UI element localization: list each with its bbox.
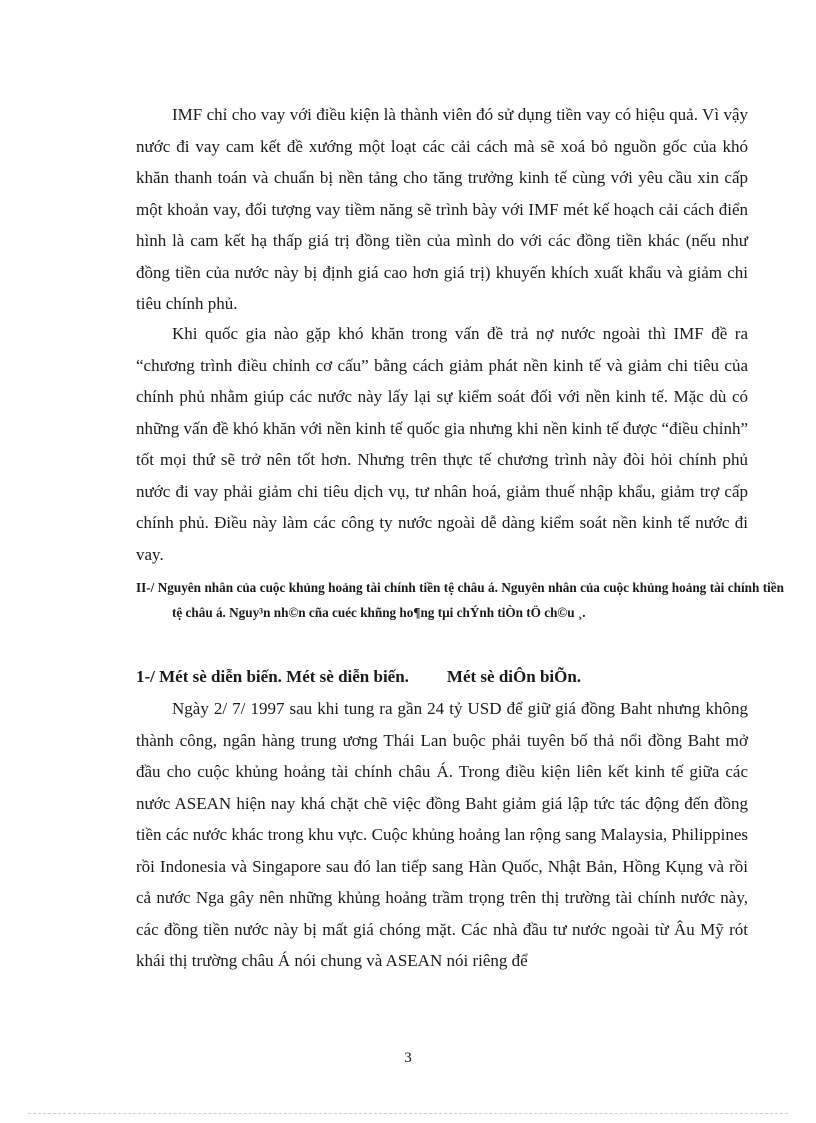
subsection-heading-part1: 1-/ Mét sè diễn biến. Mét sè diễn biến. [136, 667, 409, 686]
page-number: 3 [404, 1050, 412, 1066]
paragraph-structural-adjustment: Khi quốc gia nào gặp khó khăn trong vấn đề trả nợ nước ngoài thì IMF đề ra “chương trình điều chỉnh cơ cấu” bằng cách giảm phát nền kinh tế và giảm chi tiêu của chính phủ nhằm giúp các nước này lấy lại sự kiểm soát đối với nền kinh tế. Mặc dù có những vấn đề khó khăn với nền kinh tế quốc gia nhưng khi nền kinh tế được “điều chỉnh” tốt mọi thứ sẽ trở nên tốt hơn. Nhưng trên thực tế chương trình này đòi hỏi chính phủ nước đi vay phải giảm chi tiêu dịch vụ, tư nhân hoá, giảm thuế nhập khẩu, giảm trợ cấp chính phủ. Điều này làm các công ty nước ngoài dễ dàng kiểm soát nền kinh tế nước đi vay. [136, 324, 748, 564]
subsection-heading-part2: Mét sè diÔn biÕn. [446, 667, 582, 686]
subsection-heading [136, 663, 748, 691]
paragraph-crisis-developments: Ngày 2/ 7/ 1997 sau khi tung ra gần 24 tỷ USD để giữ giá đồng Baht nhưng không thành công, ngân hàng trung ương Thái Lan buộc phải tuyên bố thả nổi đồng Baht mở đầu cho cuộc khủng hoảng tài chính châu Á. Trong điều kiện liên kết kinh tế giữa các nước ASEAN hiện nay khá chặt chẽ việc đồng Baht giảm giá lập tức tác động đến đồng tiền các nước khác trong khu vực. Cuộc khủng hoảng lan rộng sang Malaysia, Philippines rồi Indonesia và Singapore sau đó lan tiếp sang Hàn Quốc, Nhật Bản, Hồng Kụng và rồi cả nước Nga gây nên những khủng hoảng trầm trọng trên thị trường tài chính nước này, các đồng tiền nước này bị mất giá chóng mặt. Các nhà đầu tư nước ngoài từ Âu Mỹ rót khái thị trường châu Á nói chung và ASEAN nói riêng để [136, 699, 748, 970]
section-heading: II-/ Nguyên nhân của cuộc khủng hoảng tài chính tiền tệ châu á. Nguyên nhân của cuộc khủng hoảng tài chính tiền tệ châu á. Nguy³n nh©n cña cuéc khñng ho¶ng tµi chÝnh tiÒn tÖ ch©u ¸. [136, 580, 784, 620]
paragraph-imf-loan-conditions: IMF chỉ cho vay với điều kiện là thành viên đó sử dụng tiền vay có hiệu quả. Vì vậy nước đi vay cam kết đề xướng một loạt các cải cách mà sẽ xoá bỏ nguồn gốc của khó khăn thanh toán và chuẩn bị nền tảng cho tăng trưởng kinh tế cùng với yêu cầu xin cấp một khoản vay, đối tượng vay tiềm năng sẽ trình bày với IMF mét kế hoạch cải cách điển hình là cam kết hạ thấp giá trị đồng tiền của mình do với các đồng tiền khác (nếu như đồng tiền của nước này bị định giá cao hơn giá trị) khuyến khích xuất khẩu và giảm chi tiêu chính phủ. [136, 105, 748, 313]
page-bottom-divider [28, 1113, 788, 1114]
